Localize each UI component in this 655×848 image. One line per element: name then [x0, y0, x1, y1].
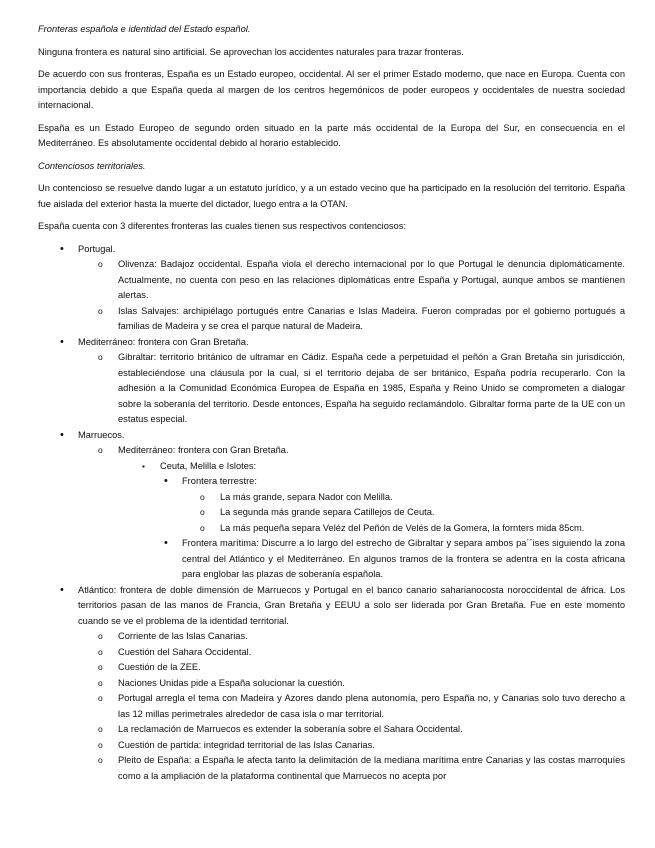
list-item: o La más pequeña separa Veléz del Peñón de Velés de la Gomera, la fornters mida 85cm.	[182, 521, 625, 537]
sub-list	[118, 459, 625, 583]
list-item: o Portugal arregla el tema con Madeira y Azores dando plena autonomía, pero España no, y Canarias solo tuvo derecho a las 12 millas perimetrales alrededor de casa isla o mar territorial.	[78, 691, 625, 722]
sub-list	[78, 443, 625, 583]
list-item-atlantico	[38, 583, 625, 785]
paragraph: España es un Estado Europeo de segundo orden situado en la parte más occidental de la Europa del Sur, en consecuencia en el Mediterráneo. Es absolutamente occidental debido al horario establecido.	[38, 122, 625, 148]
list-item: o Pleito de España: a España le afecta tanto la delimitación de la mediana marítima entre Canarias y las costas marroquíes como a la ampliación de la plataforma continental que Marruecos no acepta por	[78, 753, 625, 784]
list-item-label: Marruecos.	[78, 429, 125, 440]
list-item-label: Mediterráneo: frontera con Gran Bretaña.	[118, 445, 289, 455]
paragraph: De acuerdo con sus fronteras, España es un Estado europeo, occidental. Al ser el primer Estado moderno, que nace en Europa. Cuenta con importancia debido a que España queda al margen de los centros hegemónicos de poder europeos y occidentales de nuestra sociedad internacional.	[38, 69, 625, 110]
list-item: o Cuestión del Sahara Occidental.	[78, 645, 625, 661]
list-item	[78, 443, 625, 583]
list-item: o Naciones Unidas pide a España solucionar la cuestión.	[78, 676, 625, 692]
list-item-marruecos	[38, 428, 625, 583]
list-item: o Olivenza: Badajoz occidental. España viola el derecho internacional por lo que Portugal le denuncia diplomáticamente. Actualmente, no cuenta con peso en las relaciones diplomáticas entre España y Portugal, aunque ambos se mantienen alertas.	[78, 257, 625, 304]
list-item: o Cuestión de partida: integridad territorial de las Islas Canarias.	[78, 738, 625, 754]
list-item: o Islas Salvajes: archipiélago portugués entre Canarias e Islas Madeira. Fueron compradas por el gobierno portugués a familias de Madeira y se crea el parque natural de Madeira.	[78, 304, 625, 335]
sub-list	[78, 629, 625, 784]
list-item-label: Ceuta, Melilla e Islotes:	[160, 460, 257, 471]
list-item-label: Mediterráneo: frontera con Gran Bretaña.	[78, 336, 249, 347]
sub-list	[160, 474, 625, 583]
sub-list	[78, 257, 625, 335]
paragraph: Un contencioso se resuelve dando lugar a un estatuto jurídico, y a un estado vecino que ha participado en la resolución del territorio. España fue aislada del exterior hasta la muerte del dictador, luego entra a la OTAN.	[38, 183, 625, 209]
list-item: o Cuestión de la ZEE.	[78, 660, 625, 676]
list-item: o La más grande, separa Nador con Melilla.	[182, 490, 625, 506]
list-item: • Frontera marítima: Discurre a lo largo del estrecho de Gibraltar y separa ambos pa´´ises siguiendo la zona central del Atlántico y el Mediterráneo. En algunos tramos de la frontera se adentra en la costa africana para englobar las plazas de soberanía española.	[160, 536, 625, 583]
list-item: o La reclamación de Marruecos es extender la soberanía sobre el Sahara Occidental.	[78, 722, 625, 738]
document-title: Fronteras española e identidad del Estado español.	[38, 24, 251, 34]
list-item: o Corriente de las Islas Canarias.	[78, 629, 625, 645]
list-item-label: Atlántico: frontera de doble dimensión de Marruecos y Portugal en el banco canario saharianocosta noroccidental de áfrica. Los territorios pasan de las manos de Francia, Gran Bretaña y EEUU a solo ser liderada por Gran Bretaña. Fue en este momento cuando se ve el problema de la identidad territorial.	[78, 584, 625, 626]
list-item-mediterraneo	[38, 335, 625, 428]
paragraph: España cuenta con 3 diferentes fronteras las cuales tienen sus respectivos contenciosos:	[38, 221, 406, 231]
list-item	[160, 474, 625, 536]
frontiers-list	[38, 242, 625, 785]
paragraph: Ninguna frontera es natural sino artificial. Se aprovechan los accidentes naturales para trazar fronteras.	[38, 46, 464, 57]
sub-list	[78, 350, 625, 428]
list-item-label: Portugal.	[78, 243, 116, 254]
list-item: o La segunda más grande separa Catillejos de Ceuta.	[182, 505, 625, 521]
list-item: o Gibraltar: territorio británico de ultramar en Cádiz. España cede a perpetuidad el peñón a Gran Bretaña sin jurisdicción, estableciéndose una cláusula por la cual, si el territorio dejaba de ser británico, España podría recuperarlo. Con la adhesión a la Comunidad Económica Europea de España en 1985, España y Reino Unido se comprometen a dialogar sobre la soberanía del territorio. Desde entonces, España ha seguido reclamándolo. Gibraltar forma parte de la UE con un estatus especial.	[78, 350, 625, 428]
sub-list	[182, 490, 625, 537]
section-heading: Contenciosos territoriales.	[38, 160, 146, 171]
list-item-portugal	[38, 242, 625, 335]
list-item	[118, 459, 625, 583]
list-item-label: Frontera terrestre:	[182, 476, 257, 486]
